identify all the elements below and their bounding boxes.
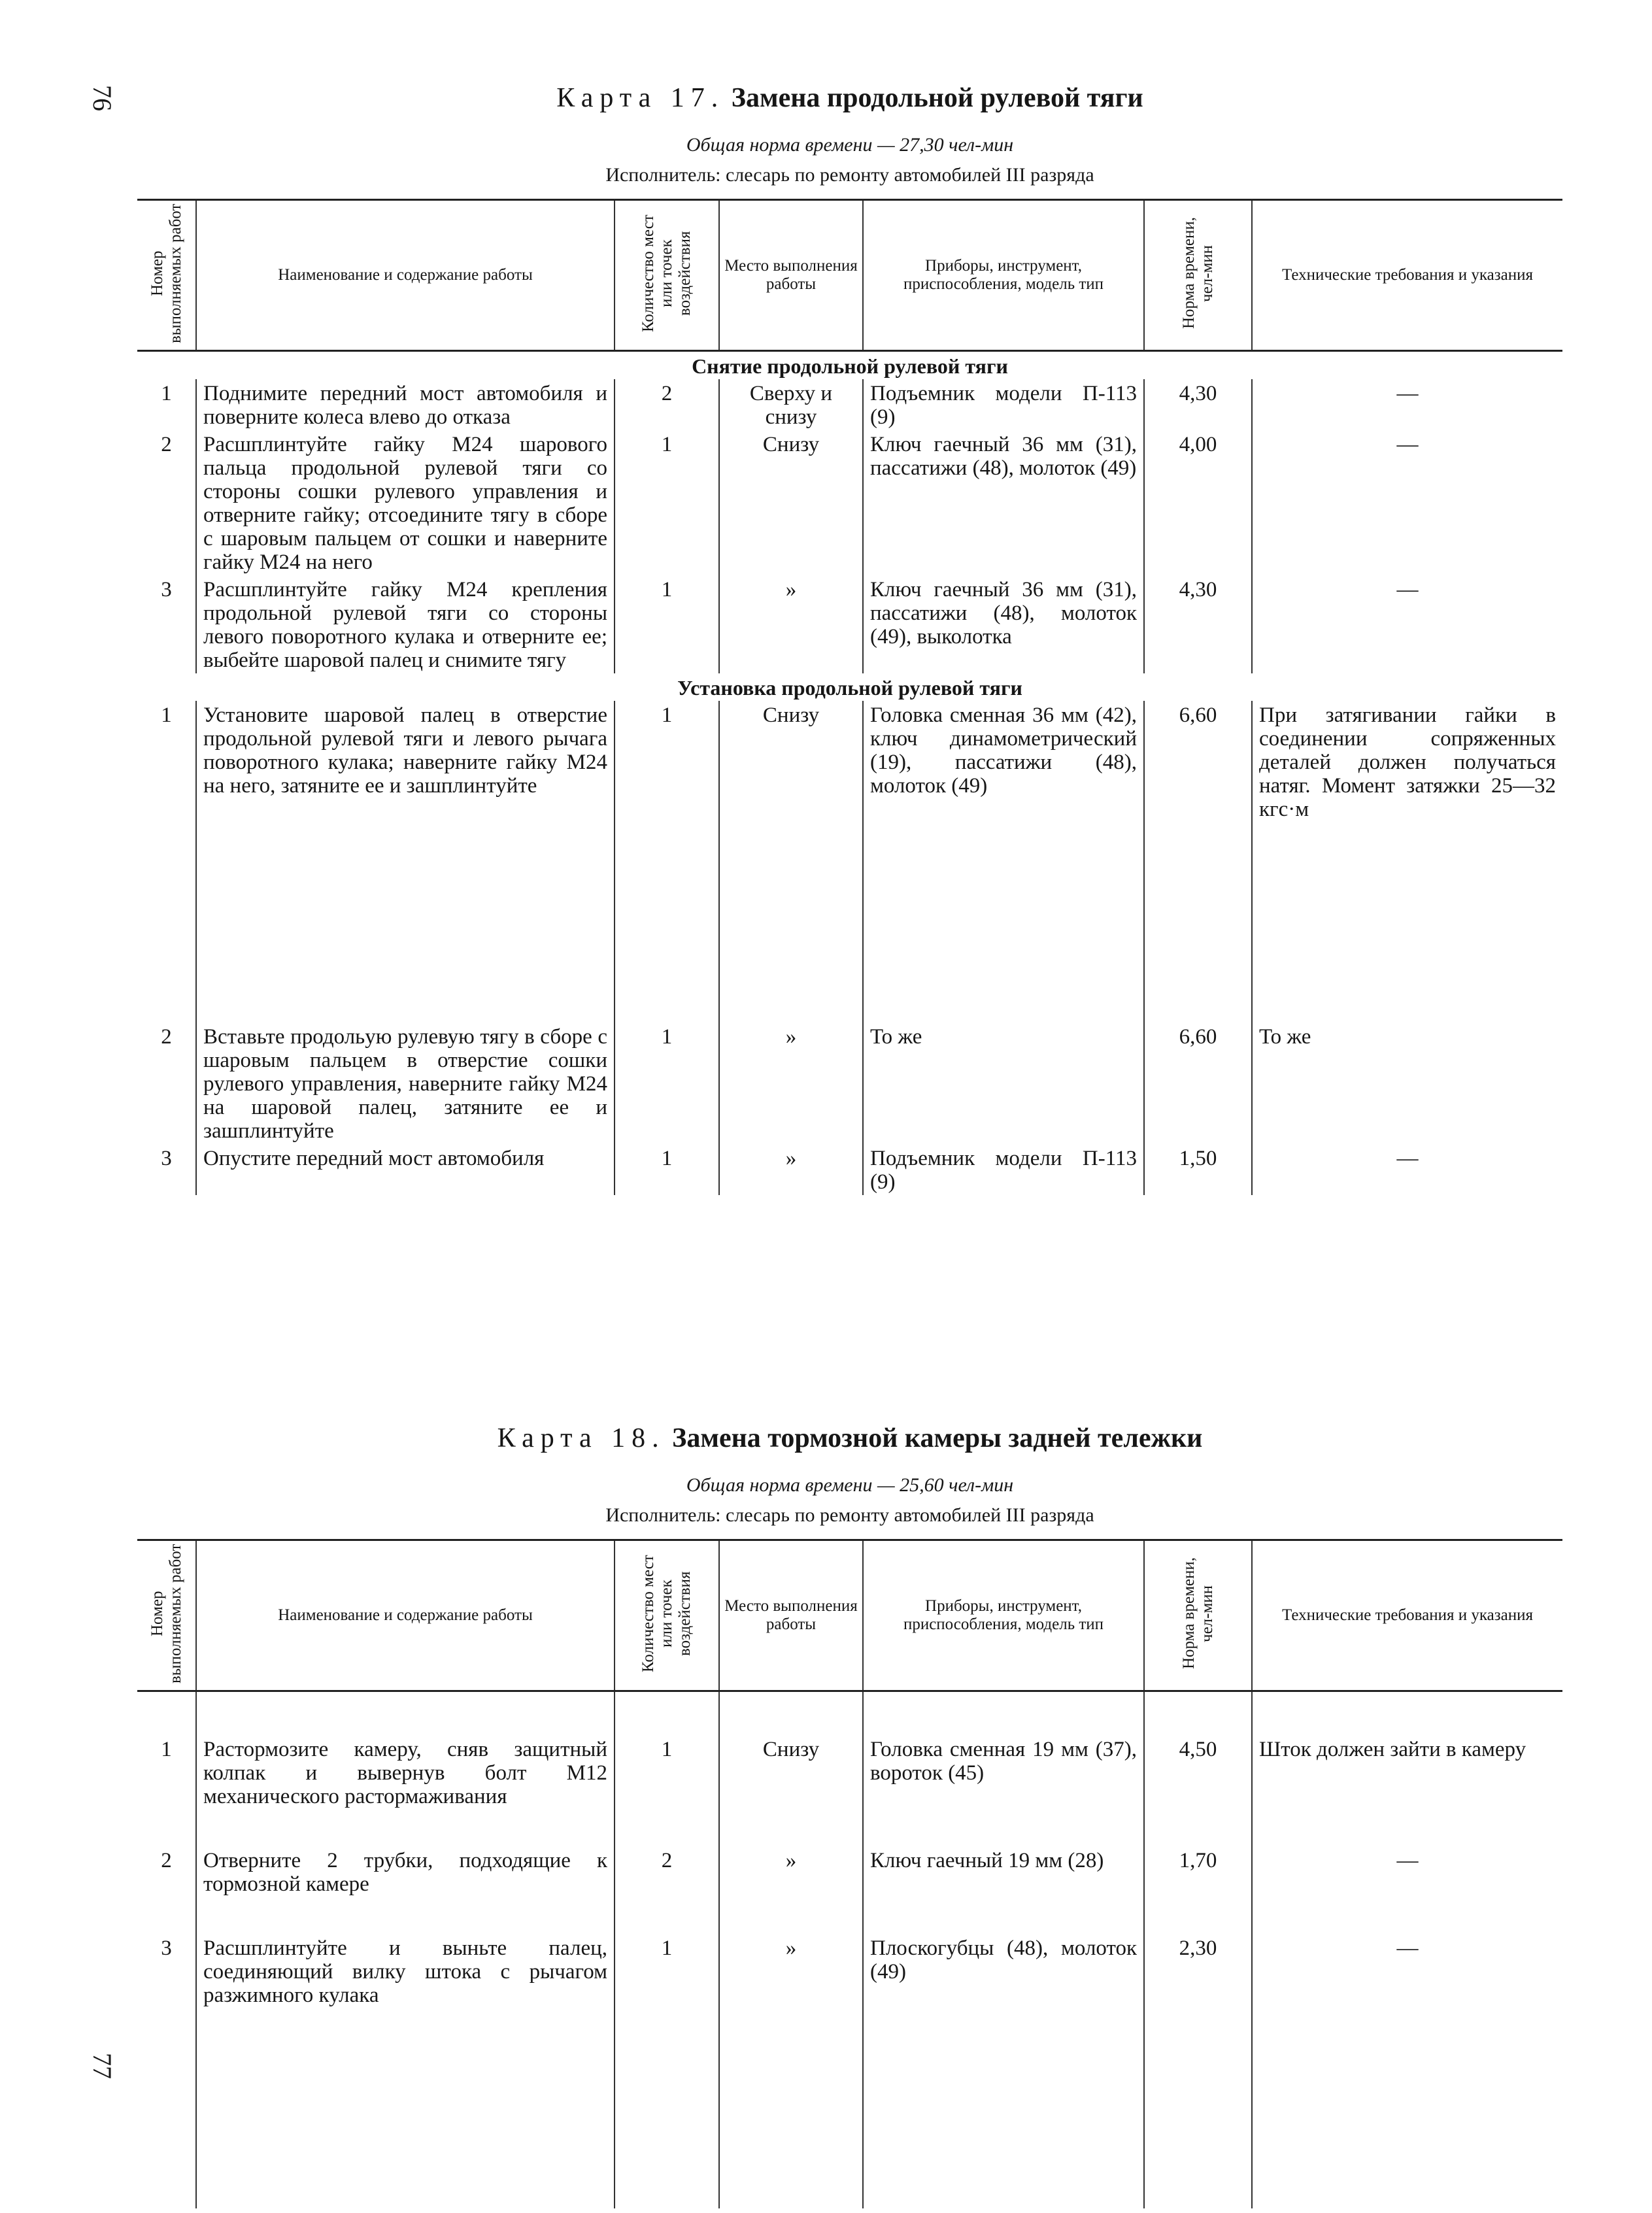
- row-qty: 2: [615, 379, 719, 430]
- row-norm: 4,50: [1144, 1735, 1252, 1810]
- row-qty: 1: [615, 575, 719, 673]
- card-18-norm: Общая норма времени — 25,60 чел-мин: [686, 1474, 1014, 1496]
- header-no: Номер выполняемых работ: [137, 200, 196, 351]
- row-req: —: [1252, 379, 1562, 430]
- row-req: То же: [1252, 1022, 1562, 1144]
- row-work: Отверните 2 трубки, подходящие к тормозной камере: [196, 1846, 615, 1897]
- card-18-label: Карта 18.: [497, 1423, 666, 1453]
- row-norm: 1,70: [1144, 1846, 1252, 1897]
- row-tools: Ключ гаечный 19 мм (28): [863, 1846, 1144, 1897]
- row-no: 3: [161, 578, 172, 601]
- row-place: »: [719, 1934, 863, 2008]
- row-req: —: [1252, 1934, 1562, 2008]
- row-qty: 1: [615, 1144, 719, 1195]
- row-tools: Подъемник модели П-113 (9): [863, 1144, 1144, 1195]
- table-row: [137, 1846, 1562, 1897]
- row-gap: [137, 1897, 1562, 1934]
- header-work: Наименование и содержание работы: [196, 1540, 615, 1691]
- table-row: [137, 1934, 1562, 2008]
- row-place: »: [719, 1144, 863, 1195]
- row-req: —: [1252, 1846, 1562, 1897]
- row-norm: 4,30: [1144, 575, 1252, 673]
- row-norm: 4,00: [1144, 430, 1252, 575]
- card-18-table: [137, 1539, 1562, 2208]
- row-place: »: [719, 575, 863, 673]
- header-place: Место выполнения работы: [719, 200, 863, 351]
- row-norm: 6,60: [1144, 701, 1252, 822]
- card-18: [137, 1419, 1562, 2208]
- row-gap: [137, 822, 1562, 1022]
- row-req: —: [1252, 1144, 1562, 1195]
- row-place: Снизу: [719, 430, 863, 575]
- page-number-top: 76: [88, 85, 117, 111]
- row-qty: 2: [615, 1846, 719, 1897]
- table-row: [137, 575, 1562, 673]
- row-work: Поднимите передний мост автомобиля и поверните колеса влево до отказа: [196, 379, 615, 430]
- row-norm: 4,30: [1144, 379, 1252, 430]
- row-qty: 1: [615, 701, 719, 822]
- row-norm: 1,50: [1144, 1144, 1252, 1195]
- row-no: 1: [161, 382, 172, 405]
- row-norm: 2,30: [1144, 1934, 1252, 2008]
- card-17-norm: Общая норма времени — 27,30 чел-мин: [686, 134, 1014, 156]
- card-17-executor: Исполнитель: слесарь по ремонту автомобилей III разряда: [605, 164, 1094, 186]
- table-row: [137, 701, 1562, 822]
- row-no: 1: [161, 703, 172, 727]
- row-work: Расшплинтуйте гайку М24 шарового пальца продольной рулевой тяги со стороны сошки рулевого управления и отверните гайку; отсоедините тягу в сборе с шаровым пальцем от сошки и наверните гайку М24 на него: [196, 430, 615, 575]
- card-17-label: Карта 17.: [556, 83, 725, 113]
- row-req: Шток должен зайти в камеру: [1252, 1735, 1562, 1810]
- row-no: 1: [161, 1738, 172, 1761]
- card-17-table: [137, 199, 1562, 1195]
- row-gap: [137, 2008, 1562, 2208]
- card-17-title: [137, 78, 1562, 118]
- row-gap: [137, 1691, 1562, 1736]
- header-norm: Норма времени, чел-мин: [1144, 200, 1252, 351]
- row-work: Растормозите камеру, сняв защитный колпак и вывернув болт М12 механического растормаживания: [196, 1735, 615, 1810]
- row-tools: Ключ гаечный 36 мм (31), пассатижи (48), молоток (49): [863, 430, 1144, 575]
- section-heading-install: Установка продольной рулевой тяги: [677, 676, 1022, 700]
- row-tools: Подъемник модели П-113 (9): [863, 379, 1144, 430]
- card-17-name: Замена продольной рулевой тяги: [731, 83, 1143, 113]
- page-number-bottom: 77: [88, 2053, 117, 2079]
- section-heading-removal: Снятие продольной рулевой тяги: [692, 354, 1008, 378]
- row-place: »: [719, 1022, 863, 1144]
- row-req: —: [1252, 430, 1562, 575]
- row-work: Установите шаровой палец в отверстие продольной рулевой тяги и левого рычага поворотного кулака; наверните гайку М24 на него, затяните ее и зашплинтуйте: [196, 701, 615, 822]
- row-tools: Головка сменная 19 мм (37), вороток (45): [863, 1735, 1144, 1810]
- row-tools: Головка сменная 36 мм (42), ключ динамометрический (19), пассатижи (48), молоток (49): [863, 701, 1144, 822]
- row-tools: Ключ гаечный 36 мм (31), пассатижи (48), молоток (49), выколотка: [863, 575, 1144, 673]
- row-qty: 1: [615, 1022, 719, 1144]
- row-qty: 1: [615, 1934, 719, 2008]
- table-row: [137, 379, 1562, 430]
- table-header-row: [137, 1540, 1562, 1691]
- card-18-name: Замена тормозной камеры задней тележки: [672, 1423, 1203, 1453]
- table-header-row: [137, 200, 1562, 351]
- header-qty: Количество мест или точек воздействия: [615, 200, 719, 351]
- row-qty: 1: [615, 430, 719, 575]
- header-no: Номер выполняемых работ: [137, 1540, 196, 1691]
- row-tools: Плоскогубцы (48), молоток (49): [863, 1934, 1144, 2008]
- row-no: 3: [161, 1147, 172, 1170]
- row-place: Снизу: [719, 1735, 863, 1810]
- card-18-title: [137, 1419, 1562, 1458]
- row-req: При затягивании гайки в соединении сопряженных деталей должен получаться натяг. Момент затяжки 25—32 кгс·м: [1252, 701, 1562, 822]
- table-row: [137, 1022, 1562, 1144]
- header-place: Место выполнения работы: [719, 1540, 863, 1691]
- header-norm: Норма времени, чел-мин: [1144, 1540, 1252, 1691]
- row-work: Расшплинтуйте и выньте палец, соединяющий вилку штока с рычагом разжимного кулака: [196, 1934, 615, 2008]
- table-row: [137, 1144, 1562, 1195]
- row-norm: 6,60: [1144, 1022, 1252, 1144]
- table-row: [137, 1735, 1562, 1810]
- row-place: Сверху и снизу: [719, 379, 863, 430]
- row-gap: [137, 1810, 1562, 1846]
- header-tools: Приборы, инструмент, приспособления, модель тип: [863, 200, 1144, 351]
- header-req: Технические требования и указания: [1252, 200, 1562, 351]
- card-17: [137, 78, 1562, 1195]
- row-place: Снизу: [719, 701, 863, 822]
- row-no: 2: [161, 433, 172, 456]
- header-work: Наименование и содержание работы: [196, 200, 615, 351]
- row-work: Опустите передний мост автомобиля: [196, 1144, 615, 1195]
- table-row: [137, 430, 1562, 575]
- row-tools: То же: [863, 1022, 1144, 1144]
- row-work: Расшплинтуйте гайку М24 крепления продольной рулевой тяги со стороны левого поворотного кулака и отверните ее; выбейте шаровой палец и снимите тягу: [196, 575, 615, 673]
- card-18-executor: Исполнитель: слесарь по ремонту автомобилей III разряда: [605, 1504, 1094, 1526]
- row-qty: 1: [615, 1735, 719, 1810]
- header-qty: Количество мест или точек воздействия: [615, 1540, 719, 1691]
- header-tools: Приборы, инструмент, приспособления, модель тип: [863, 1540, 1144, 1691]
- row-work: Вставьте продольую рулевую тягу в сборе с шаровым пальцем в отверстие сошки рулевого управления, наверните гайку М24 на шаровой палец, затяните ее и зашплинтуйте: [196, 1022, 615, 1144]
- row-no: 3: [161, 1936, 172, 1960]
- header-req: Технические требования и указания: [1252, 1540, 1562, 1691]
- row-no: 2: [161, 1025, 172, 1049]
- row-place: »: [719, 1846, 863, 1897]
- row-req: —: [1252, 575, 1562, 673]
- row-no: 2: [161, 1849, 172, 1872]
